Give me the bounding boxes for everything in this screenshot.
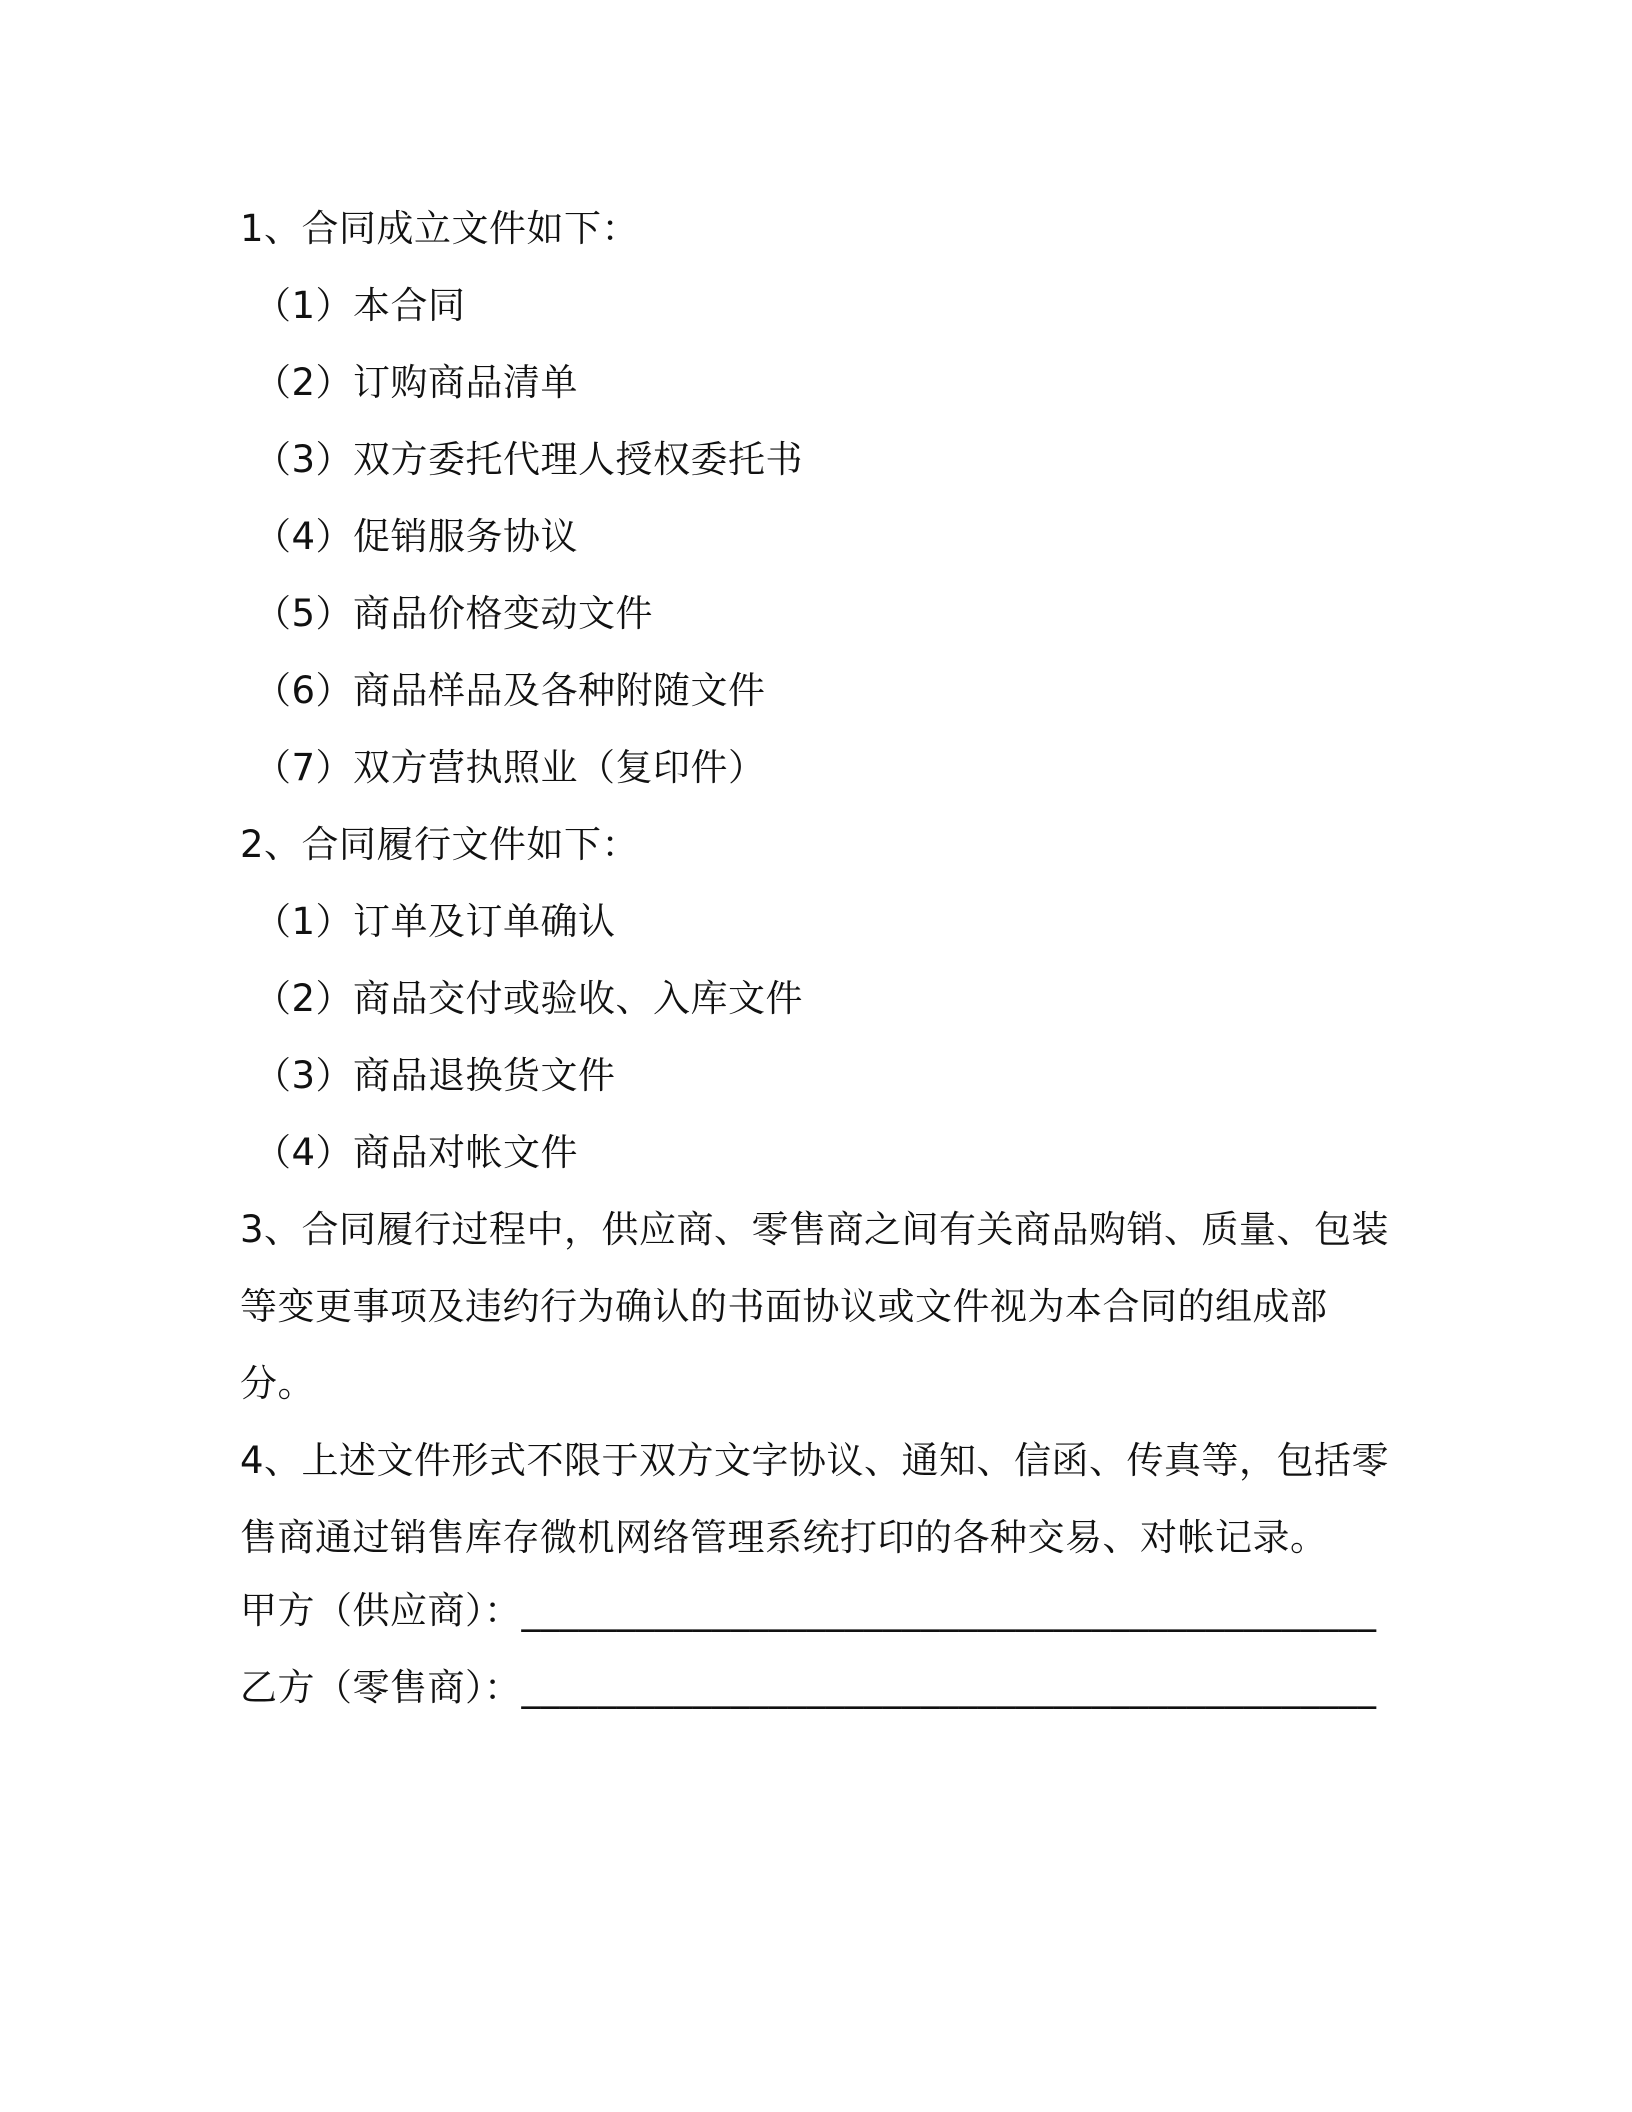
section-1-item: （1）本合同 <box>254 284 466 327</box>
section-2-item: （2）商品交付或验收、入库文件 <box>254 977 804 1020</box>
section-3-paragraph: 3、合同履行过程中，供应商、零售商之间有关商品购销、质量、包装等变更事项及违约行为确认的书面协议或文件视为本合同的组成部分。 <box>240 1208 1390 1405</box>
section-2-heading: 2、合同履行文件如下： <box>240 823 640 866</box>
section-1-item: （5）商品价格变动文件 <box>254 592 654 635</box>
section-1-item: （4）促销服务协议 <box>254 515 579 558</box>
party-a-signature-line: 甲方（供应商）：_____________________________________________ <box>240 1589 1377 1632</box>
section-4-paragraph: 4、上述文件形式不限于双方文字协议、通知、信函、传真等，包括零售商通过销售库存微机网络管理系统打印的各种交易、对帐记录。 <box>240 1439 1390 1559</box>
section-1-item: （6）商品样品及各种附随文件 <box>254 669 766 712</box>
section-2-item: （1）订单及订单确认 <box>254 900 616 943</box>
section-2-item: （4）商品对帐文件 <box>254 1131 579 1174</box>
section-2-item: （3）商品退换货文件 <box>254 1054 616 1097</box>
document-body <box>240 190 1400 1576</box>
party-b-signature-line: 乙方（零售商）：_____________________________________________ <box>240 1666 1377 1709</box>
section-1-item: （3）双方委托代理人授权委托书 <box>254 438 804 481</box>
section-1-item: （7）双方营执照业（复印件） <box>254 746 766 789</box>
section-1-heading: 1、合同成立文件如下： <box>240 207 640 250</box>
signature-block <box>240 1572 1400 1726</box>
section-1-item: （2）订购商品清单 <box>254 361 579 404</box>
